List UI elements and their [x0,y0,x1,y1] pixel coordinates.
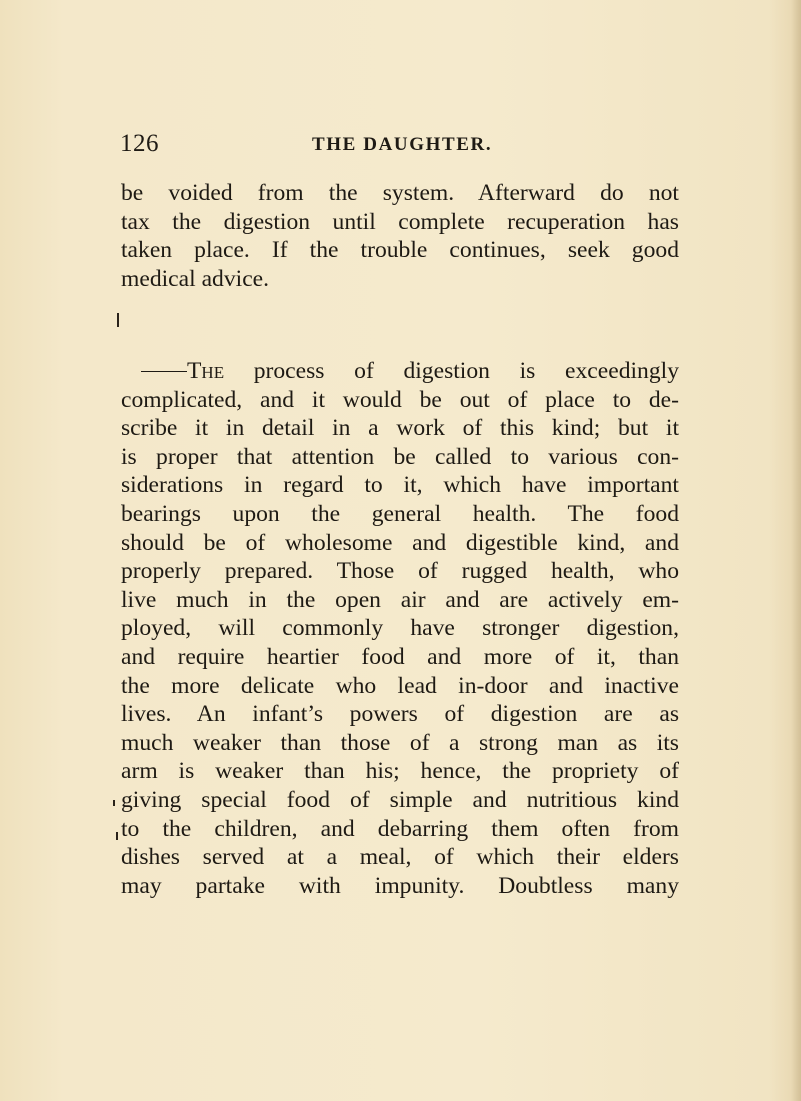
drop-word: The [187,358,225,384]
paragraph-1 [121,179,679,293]
text-line: the more delicate who lead in-door and inactive [121,672,679,699]
text-line: lives. An infant’s powers of digestion are as [121,701,679,728]
paragraph-2 [121,357,679,900]
text-line: giving special food of simple and nutritious kind [121,786,679,813]
page-number: 126 [120,130,159,157]
text-line: bearings upon the general health. The food [121,500,679,527]
text-line: ployed, will commonly have stronger digestion, [121,615,679,642]
stray-mark [117,313,119,327]
text-line: dishes served at a meal, of which their elders [121,844,679,871]
text-line: properly prepared. Those of rugged health, who [121,558,679,585]
text-line: tax the digestion until complete recuperation has [121,208,679,235]
text-line: and require heartier food and more of it, than [121,643,679,670]
text-line-first [121,357,679,386]
page-header [120,130,680,160]
stray-mark [116,832,118,840]
text-line: may partake with impunity. Doubtless many [121,872,679,899]
text-line: siderations in regard to it, which have important [121,472,679,499]
running-head: THE DAUGHTER. [312,134,493,155]
em-dash-rule [141,371,187,372]
text-line: to the children, and debarring them often from [121,815,679,842]
text-line: scribe it in detail in a work of this kind; but it [121,415,679,442]
text-line: medical advice. [121,265,270,292]
text-line: should be of wholesome and digestible kind, and [121,529,679,556]
text-line: complicated, and it would be out of place to de- [121,386,679,413]
first-line-text: process of digestion is exceedingly [224,358,679,384]
stray-mark [113,800,115,806]
text-line: be voided from the system. Afterward do not [121,180,679,206]
text-line: arm is weaker than his; hence, the propriety of [121,758,679,785]
text-line: much weaker than those of a strong man as its [121,729,679,756]
text-line: live much in the open air and are actively em- [121,586,679,613]
text-line: taken place. If the trouble continues, seek good [121,237,679,264]
text-line: is proper that attention be called to various con- [121,443,679,470]
page-edge-shadow [791,0,801,1101]
